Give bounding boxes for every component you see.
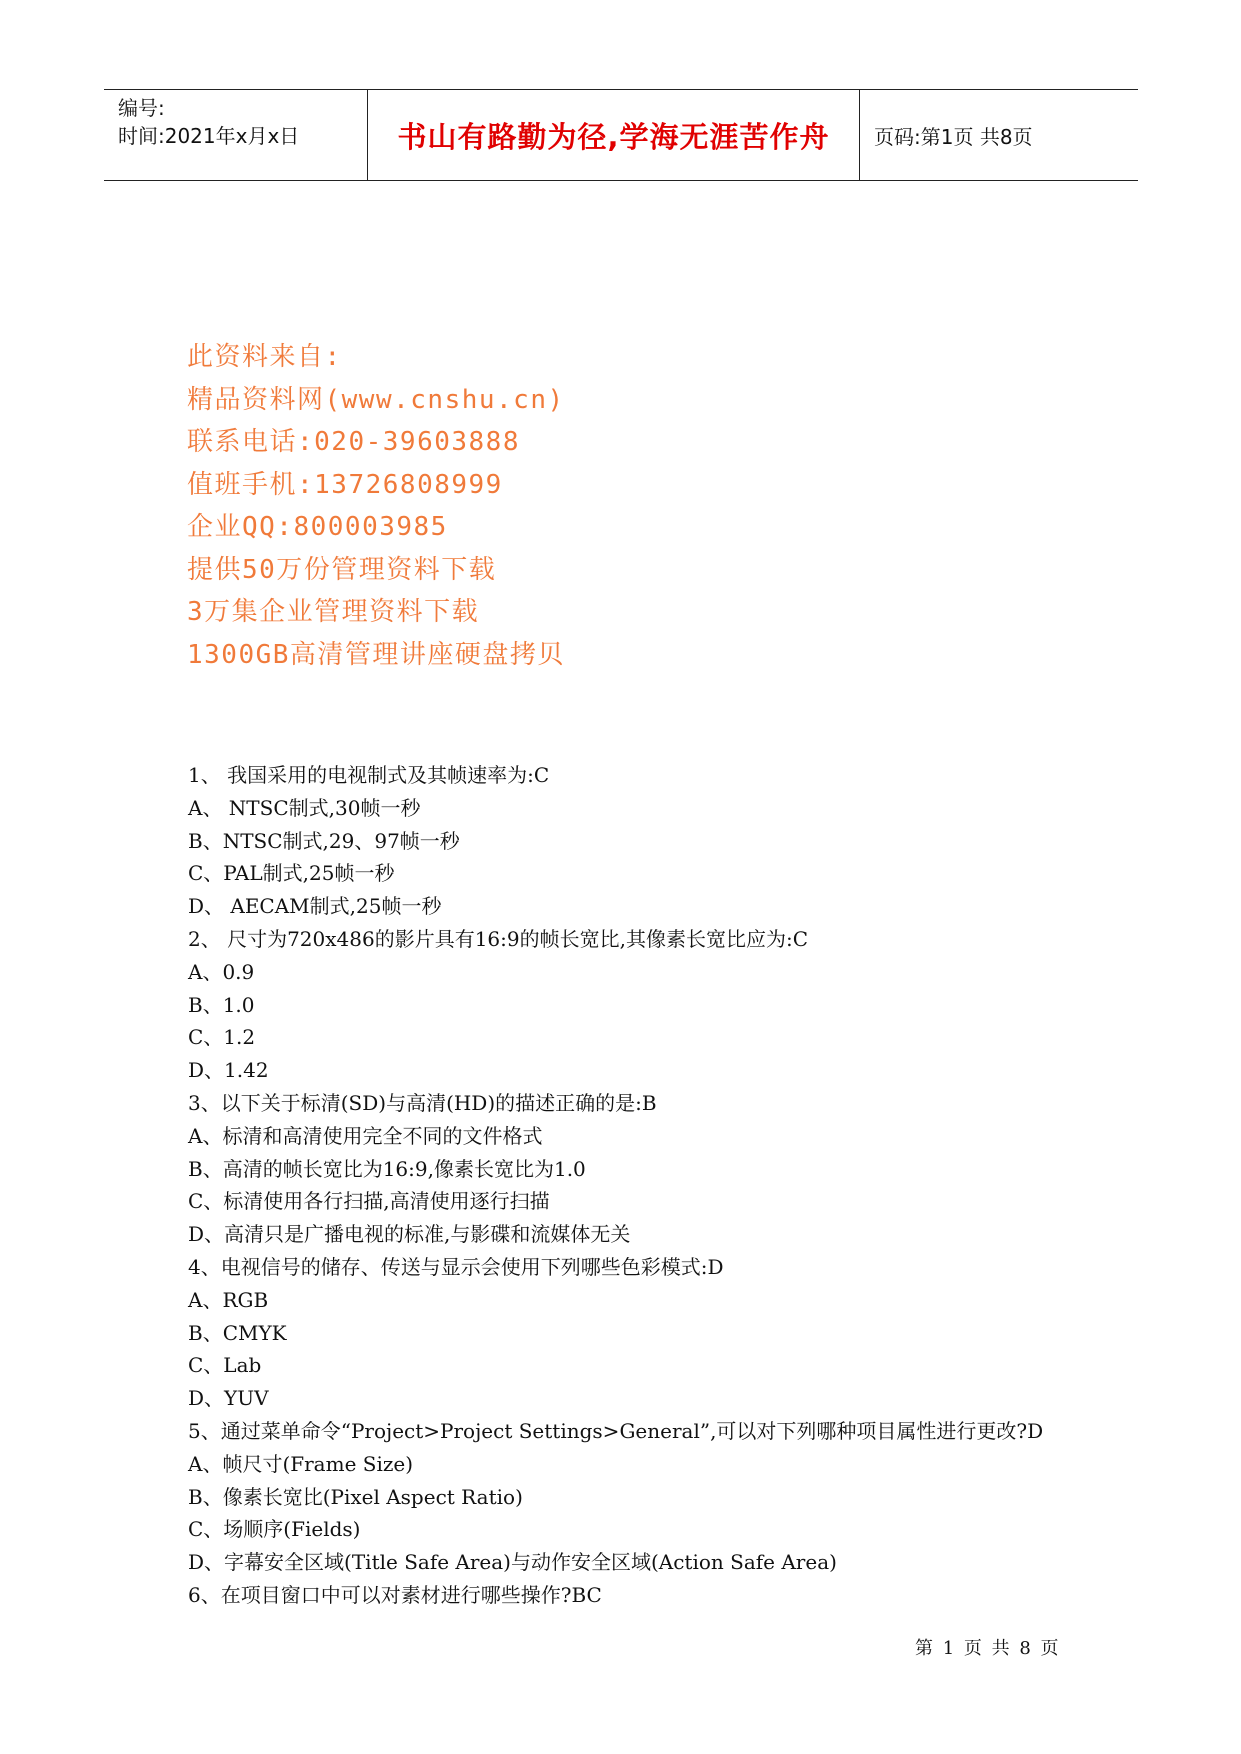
question-4: 4、电视信号的储存、传送与显示会使用下列哪些色彩模式:D	[188, 1254, 724, 1279]
option-line: C、Lab	[188, 1353, 262, 1378]
option-line: D、高清只是广播电视的标准,与影碟和流媒体无关	[188, 1222, 631, 1247]
option-line: B、像素长宽比(Pixel Aspect Ratio)	[188, 1484, 523, 1509]
promo-line: 联系电话:020-39603888	[187, 427, 520, 457]
motto-text: 书山有路勤为径,学海无涯苦作舟	[397, 119, 830, 154]
promo-line: 1300GB高清管理讲座硬盘拷贝	[187, 639, 565, 670]
question-5: 5、通过菜单命令“Project>Project Settings>General”,可以对下列哪种项目属性进行更改?D	[188, 1418, 1044, 1443]
header-page-cell	[860, 90, 1138, 180]
option-line: B、NTSC制式,29、97帧一秒	[188, 828, 460, 853]
promo-line: 值班手机:13726808999	[187, 469, 503, 500]
option-line: C、PAL制式,25帧一秒	[188, 861, 395, 886]
option-line: A、0.9	[188, 959, 255, 984]
serial-label: 编号:	[118, 96, 165, 120]
option-line: D、 AECAM制式,25帧一秒	[188, 894, 442, 919]
question-1: 1、 我国采用的电视制式及其帧速率为:C	[188, 763, 550, 787]
header-table	[104, 89, 1138, 181]
question-2: 2、 尺寸为720x486的影片具有16:9的帧长宽比,其像素长宽比应为:C	[188, 926, 809, 951]
option-line: A、标清和高清使用完全不同的文件格式	[188, 1123, 543, 1148]
promo-block	[187, 336, 565, 676]
option-line: B、CMYK	[188, 1320, 287, 1345]
option-line: B、高清的帧长宽比为16:9,像素长宽比为1.0	[188, 1156, 586, 1181]
option-line: A、 NTSC制式,30帧一秒	[188, 795, 421, 820]
promo-line: 3万集企业管理资料下载	[187, 597, 480, 627]
option-line: C、1.2	[188, 1025, 256, 1050]
question-list	[188, 759, 1108, 1612]
option-line: A、RGB	[188, 1287, 269, 1312]
option-line: D、字幕安全区域(Title Safe Area)与动作安全区域(Action Safe Area)	[188, 1550, 837, 1575]
promo-line: 此资料来自:	[187, 342, 342, 372]
option-line: B、1.0	[188, 992, 255, 1017]
promo-line: 精品资料网(www.cnshu.cn)	[187, 384, 565, 415]
page-footer: 第 1 页 共 8 页	[915, 1638, 1059, 1659]
option-line: C、场顺序(Fields)	[188, 1517, 361, 1542]
option-line: D、1.42	[188, 1058, 269, 1083]
page-label: 页码:第1页 共8页	[874, 124, 1033, 149]
promo-line: 企业QQ:800003985	[187, 512, 448, 542]
option-line: A、帧尺寸(Frame Size)	[188, 1451, 414, 1476]
date-label: 时间:2021年x月x日	[118, 124, 300, 148]
promo-line: 提供50万份管理资料下载	[187, 554, 497, 585]
question-6: 6、在项目窗口中可以对素材进行哪些操作?BC	[188, 1582, 602, 1607]
header-motto-cell	[368, 90, 860, 180]
header-left-cell	[104, 90, 368, 180]
option-line: C、标清使用各行扫描,高清使用逐行扫描	[188, 1189, 550, 1214]
option-line: D、YUV	[188, 1386, 269, 1411]
question-3: 3、以下关于标清(SD)与高清(HD)的描述正确的是:B	[188, 1090, 657, 1115]
